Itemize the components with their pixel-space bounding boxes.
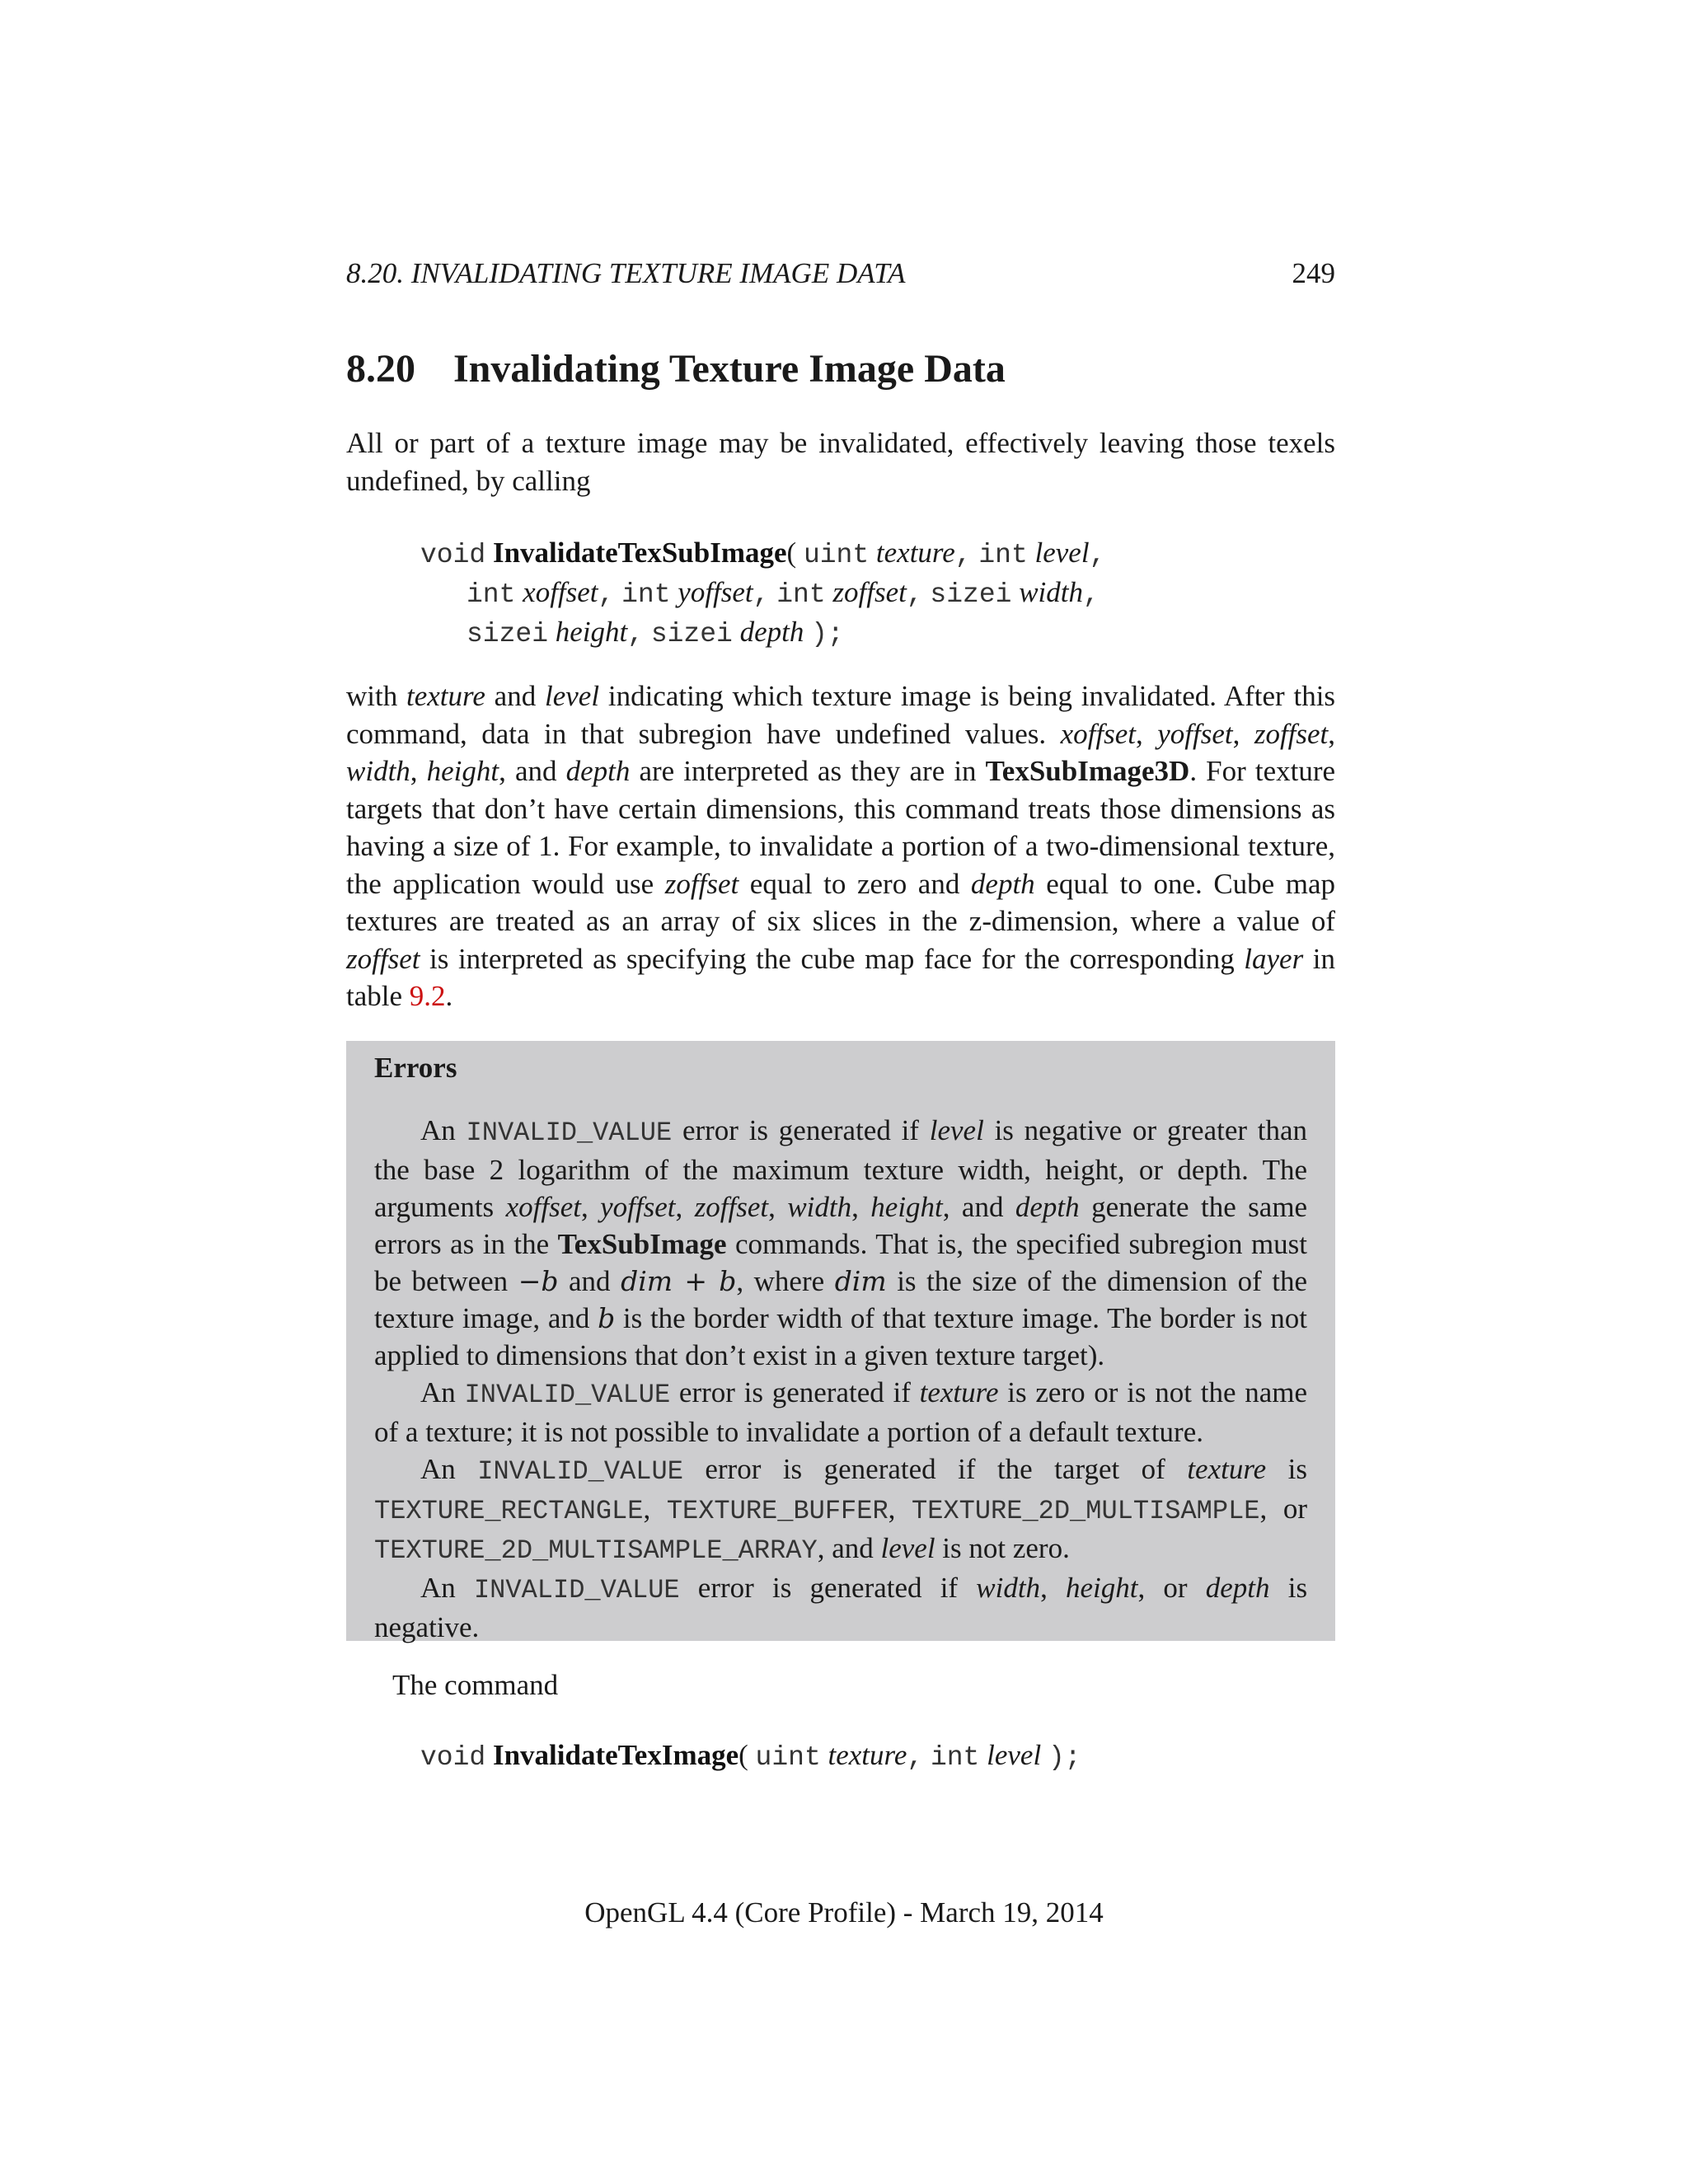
errors-box — [346, 1041, 1335, 1641]
param-name: width — [1019, 576, 1083, 608]
text: is negative or greater than the base 2 logarithm of the maximum texture width, height, or depth. The arguments — [374, 1114, 1308, 1223]
param-ref: layer — [1244, 942, 1304, 975]
intro-paragraph: All or part of a texture image may be invalidated, effectively leaving those texels undefined, by calling — [346, 427, 1335, 497]
param-ref: width — [346, 755, 410, 787]
line-2 — [420, 574, 1105, 613]
param-type: int — [930, 1742, 980, 1773]
enum-token: INVALID_VALUE — [477, 1456, 683, 1487]
param-ref: yoffset — [1157, 717, 1233, 750]
error-paragraph-1: An INVALID_VALUE error is generated if level is negative or greater than the base 2 logarithm of the maximum texture width, height, or depth. The arguments xoffset, yoffset, zoffset, width, height, and depth generate the same errors as in the TexSubImage commands. That is, the specified subregion must be between −b and dim + b, where dim is the size of the dimension of the texture image, and b is the border width of that texture image. The border is not applied to dimensions that don’t exist in a given texture target). — [374, 1114, 1308, 1371]
enum-token: INVALID_VALUE — [464, 1380, 671, 1410]
return-type: void — [420, 540, 486, 570]
text: An — [420, 1572, 456, 1604]
param-ref: yoffset — [600, 1191, 676, 1223]
text: , and — [499, 755, 557, 787]
text: is interpreted as specifying the cube map face for the corresponding — [429, 942, 1235, 975]
param-ref: texture — [919, 1376, 999, 1408]
section-number: 8.20 — [346, 347, 415, 391]
function-prototype-invalidatetexsubimage — [420, 534, 1105, 653]
text: is negative. — [374, 1572, 1308, 1643]
param-name: zoffset — [832, 576, 907, 608]
line-3 — [420, 613, 1105, 653]
text: commands. That is, the specified subregion must be between — [374, 1228, 1308, 1297]
math: dim + b — [621, 1265, 737, 1297]
param-type: sizei — [930, 579, 1012, 610]
comma: , — [906, 579, 923, 610]
description-paragraph: with texture and level indicating which texture image is being invalidated. After this command, data in that subregion have undefined values. xoffset, yoffset, zoffset, width, height, and depth are interpreted as they are in TexSubImage3D. For texture targets that don’t have certain dimensions, this command treats those dimensions as having a size of 1. For example, to invalidate a portion of a two-dimensional texture, the application would use zoffset equal to zero and depth equal to one. Cube map textures are treated as an array of six slices in the z-dimension, where a value of zoffset is interpreted as specifying the cube map face for the corresponding layer in table 9.2. — [346, 680, 1336, 1012]
text: is the border width of that texture image. The border is not applied to dimensions that don’t exist in a given texture target). — [374, 1302, 1308, 1371]
param-type: int — [621, 579, 671, 610]
comma: , — [598, 579, 615, 610]
enum-token: TEXTURE_RECTANGLE — [374, 1496, 644, 1526]
errors-text — [374, 1112, 1307, 1646]
text: generate the same errors as in the — [374, 1191, 1308, 1260]
command-ref: TexSubImage3D — [985, 755, 1190, 787]
param-ref: level — [929, 1114, 984, 1146]
param-type: sizei — [650, 619, 733, 649]
section-heading — [346, 346, 1006, 392]
param-name: depth — [739, 616, 804, 648]
text: is zero or is not the name of a texture; it is not possible to invalidate a portion of a default texture. — [374, 1376, 1308, 1448]
param-name: xoffset — [523, 576, 598, 608]
comma: , — [627, 619, 645, 649]
param-ref: texture — [1187, 1453, 1267, 1485]
param-type: uint — [755, 1742, 821, 1773]
section-title: Invalidating Texture Image Data — [453, 347, 1006, 391]
param-ref: depth — [970, 867, 1035, 900]
paren-open: ( — [738, 1739, 748, 1771]
text: An — [420, 1114, 456, 1146]
comma: , — [1082, 579, 1100, 610]
param-ref: width — [787, 1191, 852, 1223]
comma: , — [753, 579, 770, 610]
running-header-title: 8.20. INVALIDATING TEXTURE IMAGE DATA — [346, 257, 906, 289]
param-type: int — [978, 540, 1028, 570]
param-ref: height — [870, 1191, 943, 1223]
function-prototype-invalidateteximage — [420, 1736, 1081, 1776]
param-ref: texture — [406, 680, 485, 712]
param-type: sizei — [467, 619, 549, 649]
text: or — [1282, 1493, 1307, 1525]
enum-token: TEXTURE_2D_MULTISAMPLE_ARRAY — [374, 1535, 818, 1566]
text: , and — [817, 1532, 874, 1564]
command-intro: The command — [392, 1669, 559, 1701]
text: error is generated if — [697, 1572, 959, 1604]
comma: , — [954, 540, 972, 570]
math: b — [598, 1302, 616, 1334]
param-ref: level — [880, 1532, 935, 1564]
text: An — [420, 1453, 456, 1485]
text: equal to zero and — [749, 867, 960, 900]
param-ref: width — [976, 1572, 1041, 1604]
param-ref: zoffset — [346, 942, 420, 975]
page-footer: OpenGL 4.4 (Core Profile) - March 19, 2014 — [584, 1896, 1104, 1929]
param-ref: zoffset — [1254, 717, 1329, 750]
param-name: texture — [875, 537, 955, 569]
text: , or — [1137, 1572, 1188, 1604]
param-ref: zoffset — [694, 1191, 769, 1223]
text: is not zero. — [942, 1532, 1070, 1564]
enum-token: TEXTURE_BUFFER — [666, 1496, 889, 1526]
page-number: 249 — [1292, 257, 1335, 289]
comma: , — [1089, 540, 1106, 570]
text: are interpreted as they are in — [639, 755, 977, 787]
text: and — [494, 680, 537, 712]
text: error is generated if — [678, 1376, 911, 1408]
param-ref: depth — [565, 755, 631, 787]
text: with — [346, 680, 398, 712]
param-type: int — [467, 579, 516, 610]
text: , and — [942, 1191, 1004, 1223]
enum-token: INVALID_VALUE — [473, 1575, 680, 1605]
param-name: yoffset — [678, 576, 753, 608]
table-link[interactable]: 9.2 — [409, 980, 446, 1012]
text: error is generated if — [682, 1114, 919, 1146]
function-name: InvalidateTexImage — [492, 1739, 739, 1771]
function-name: InvalidateTexSubImage — [492, 537, 787, 569]
text: is the size of the dimension of the texture image, and — [374, 1265, 1308, 1334]
param-name: height — [555, 616, 628, 648]
line-1 — [420, 537, 1105, 569]
text: . For texture targets that don’t have certain dimensions, this command treats those dimensions as having a size of 1. For example, to invalidate a portion of a two-dimensional texture, the application would use — [346, 755, 1336, 900]
param-ref: height — [1066, 1572, 1138, 1604]
param-ref: level — [545, 680, 600, 712]
text: An — [420, 1376, 456, 1408]
paren-close: ); — [811, 619, 844, 649]
param-ref: depth — [1205, 1572, 1270, 1604]
paren-open: ( — [786, 537, 797, 569]
param-ref: xoffset — [505, 1191, 581, 1223]
param-ref: height — [426, 755, 499, 787]
param-type: uint — [803, 540, 870, 570]
param-ref: depth — [1015, 1191, 1080, 1223]
errors-title: Errors — [374, 1052, 457, 1084]
text: equal to one. Cube map textures are treated as an array of six slices in the z-dimension, where a value of — [346, 867, 1336, 937]
param-ref: zoffset — [664, 867, 739, 900]
command-ref: TexSubImage — [557, 1228, 727, 1260]
param-name: level — [1034, 537, 1090, 569]
text: in table — [346, 942, 1336, 1012]
error-paragraph-4: An INVALID_VALUE error is generated if width, height, or depth is negative. — [374, 1572, 1308, 1643]
error-paragraph-3: An INVALID_VALUE error is generated if the target of texture is TEXTURE_RECTANGLE, TEXTURE_BUFFER, TEXTURE_2D_MULTISAMPLE, or TEXTURE_2D_MULTISAMPLE_ARRAY, and level is not zero. — [374, 1453, 1308, 1566]
enum-token: INVALID_VALUE — [466, 1118, 673, 1148]
param-name: texture — [828, 1739, 907, 1771]
math: dim — [834, 1265, 887, 1297]
param-name: level — [987, 1739, 1042, 1771]
text: and — [569, 1265, 611, 1297]
text: indicating which texture image is being invalidated. After this command, data in that subregion have undefined values. — [346, 680, 1336, 750]
text: , where — [736, 1265, 825, 1297]
text: error is generated if the target of — [705, 1453, 1165, 1485]
return-type: void — [420, 1742, 486, 1773]
comma: , — [907, 1742, 924, 1773]
param-ref: xoffset — [1060, 717, 1137, 750]
error-paragraph-2 — [374, 1374, 1307, 1451]
text: . — [445, 980, 453, 1012]
enum-token: TEXTURE_2D_MULTISAMPLE — [912, 1496, 1260, 1526]
text: is — [1287, 1453, 1308, 1485]
paren-close: ); — [1048, 1742, 1081, 1773]
param-type: int — [776, 579, 826, 610]
math: −b — [518, 1265, 559, 1297]
